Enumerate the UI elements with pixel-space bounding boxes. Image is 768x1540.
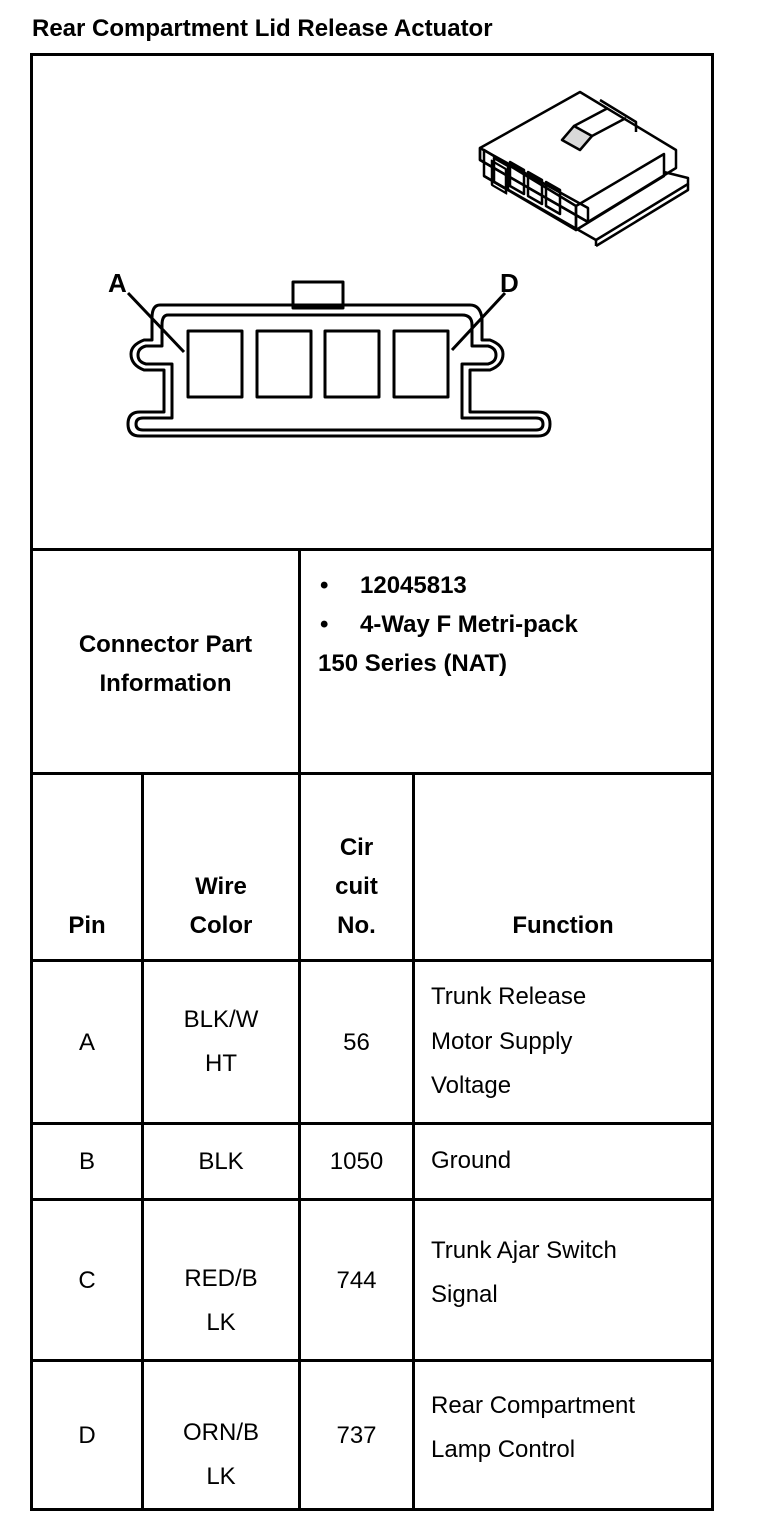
circuit-number: 744	[336, 1266, 377, 1294]
row-d-function	[415, 1362, 711, 1508]
function-line: Ground	[431, 1147, 512, 1175]
header-pin-text: Pin	[68, 912, 106, 939]
wire-color-line2: LK	[206, 1309, 236, 1336]
connector-info-label	[33, 551, 298, 772]
function-line: Lamp Control	[431, 1436, 576, 1463]
row-a-wire	[144, 962, 298, 1122]
row-c-function	[415, 1201, 711, 1359]
header-circuit-line2: cuit	[335, 873, 378, 900]
function-line: Rear Compartment	[431, 1391, 636, 1419]
row-b-circuit	[301, 1125, 412, 1198]
connector-type-item	[318, 605, 708, 644]
row-a-pin	[33, 962, 141, 1122]
function-line: Trunk Release	[431, 983, 587, 1011]
row-c-wire	[144, 1201, 298, 1359]
row-b-function	[415, 1125, 711, 1198]
row-b-wire	[144, 1125, 298, 1198]
header-wire-line2: Color	[189, 912, 253, 939]
bullet-icon: •	[320, 611, 329, 638]
function-line: Signal	[431, 1281, 498, 1308]
pin-label-a: A	[108, 268, 127, 298]
pin-value: A	[78, 1028, 95, 1056]
function-line: Trunk Ajar Switch	[431, 1236, 617, 1264]
connector-3d-icon	[0, 0, 768, 548]
connector-info-label-text: Connector Part Information	[78, 630, 253, 697]
function-line: Voltage	[431, 1072, 512, 1100]
pin-value: B	[78, 1148, 95, 1175]
header-pin	[33, 775, 141, 959]
header-wire-color	[144, 775, 298, 959]
wire-color-line2: HT	[205, 1050, 237, 1077]
header-circuit-line3: No.	[337, 912, 376, 939]
page-title: Rear Compartment Lid Release Actuator	[32, 15, 493, 42]
wire-color-line1: BLK	[198, 1148, 244, 1175]
header-circuit	[301, 775, 412, 959]
wire-color-line1: BLK/W	[183, 1006, 259, 1033]
row-a-function	[415, 962, 711, 1122]
header-function	[415, 775, 711, 959]
wire-color-line1: ORN/B	[182, 1419, 259, 1446]
pin-label-d: D	[500, 268, 519, 298]
row-b-pin	[33, 1125, 141, 1198]
row-d-circuit	[301, 1362, 412, 1508]
function-line: Motor Supply	[431, 1027, 573, 1055]
row-c-pin	[33, 1201, 141, 1359]
header-circuit-line1: Cir	[339, 834, 374, 861]
pin-value: D	[78, 1421, 96, 1449]
bullet-icon: •	[320, 572, 329, 599]
circuit-number: 737	[336, 1421, 377, 1449]
divider-info-split	[298, 548, 301, 775]
connector-info-details	[318, 566, 708, 683]
row-c-circuit	[301, 1201, 412, 1359]
row-d-pin	[33, 1362, 141, 1508]
pin-value: C	[78, 1266, 96, 1294]
connector-type: 4-Way F Metri-pack	[360, 611, 578, 638]
row-a-circuit	[301, 962, 412, 1122]
wire-color-line2: LK	[206, 1463, 236, 1490]
header-function-text: Function	[512, 912, 614, 939]
part-number: 12045813	[360, 572, 467, 599]
circuit-number: 1050	[329, 1148, 384, 1175]
connector-series: 150 Series (NAT)	[318, 650, 507, 677]
row-d-wire	[144, 1362, 298, 1508]
header-wire-line1: Wire	[195, 873, 247, 900]
part-number-item	[318, 566, 708, 605]
wire-color-line1: RED/B	[184, 1265, 258, 1292]
circuit-number: 56	[343, 1028, 370, 1056]
